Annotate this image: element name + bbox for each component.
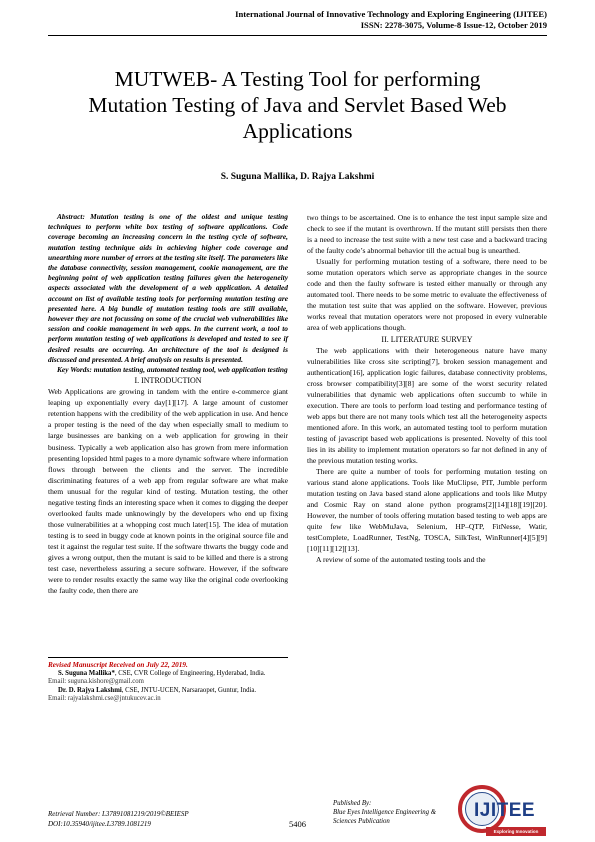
publisher-info: [333, 800, 436, 826]
intro-paragraph: Usually for performing mutation testing of a software, there need to be some mutation operators which serve as appropriate changes in the source code and then the faulty software is tested either manually or through any automated tool. There needs to be some metric to evaluate the effectiveness of the mutation test suite that was applied on the software. However, previous works reveal that mutation operators were not proposed in every vulnerable area of web applications though.: [307, 257, 547, 333]
page-number: 5406: [289, 819, 306, 829]
title-line: Applications: [242, 119, 353, 143]
retrieval-info: [48, 810, 189, 829]
author1-email: Email: suguna.kishore@gmail.com: [48, 678, 144, 685]
doi: DOI:10.35940/ijitee.L3789.1081219: [48, 819, 151, 828]
logo-subtext: Exploring Innovation: [486, 827, 546, 836]
published-by: Published By:: [333, 800, 372, 807]
abstract-text: Mutation testing is one of the oldest and unique testing techniques to perform white box testing of software applications. Code coverage becoming an increasing concern in the testing cycle of software, mutation testing technique aids in achieving higher code coverage and unearthing more number of errors at the testing site itself. The parameters like the database connectivity, session management, cookie management, are the beginning point of web application testing failures given the heterogeneity aspects associated with the development of a web application. A detailed account on list of available testing tools for performing mutation testing are presented here. A big bundle of mutation testing tools are still available, however they are not focussing on some of the crucial web vulnerabilities like session and cookie management in web apps. In the current work, a tool to perform mutation testing of web applications is developed and tested to see if desired results are occurring. An architecture of the tool is designed is discussed and presented. A brief analysis on results is presented.: [48, 212, 288, 364]
author1-affiliation: S. Suguna Mallika*, CSE, CVR College of Engineering, Hyderabad, India.: [58, 669, 266, 677]
ijitee-logo: [456, 785, 546, 837]
logo-text: IJITEE: [474, 800, 536, 821]
journal-issn: ISSN: 2278-3075, Volume-8 Issue-12, October 2019: [360, 20, 547, 30]
footnotes: [48, 661, 288, 704]
header-rule: [48, 35, 547, 36]
abstract: Abstract: Mutation testing is one of the oldest and unique testing techniques to perform white box testing of software applications. Code coverage becoming an increasing concern in the testing cycle of software, mutation testing technique aids in achieving higher code coverage and unearthing more number of errors at the testing site itself. The parameters like the database connectivity, session management, cookie management, are the beginning point of web application testing failures given the heterogeneity aspects associated with the development of a web application. A detailed account on list of available testing tools for performing mutation testing are presented here. A big bundle of mutation testing tools are still available, however they are not focussing on some of the crucial web vulnerabilities like session and cookie management in web apps. In the current work, a tool to perform mutation testing of web applications is developed and tested to see if desired results are occurring. An architecture of the tool is designed is discussed and presented. A brief analysis on results is presented.: [48, 212, 288, 364]
title-line: Mutation Testing of Java and Servlet Based Web: [88, 93, 507, 117]
survey-paragraph: The web applications with their heterogeneous nature have many vulnerabilities like cross site scripting[7], broken session management and authentication[16], application logic failures, database connectivity problems, cross browser compatibility[3][8] are some of the worst security related vulnerabilities that dynamic web applications often succumb to while in execution. There are tools to perform load testing and performance testing of web apps but there are not many tools which test all the heterogeneity aspects mentioned afore. In this work, an automated testing tool to perform mutation testing of javascript based web applications is presented. Novelty of this tool lies in its ability to implement mutation operators so far not defined in any of the previous mutation testing works.: [307, 345, 547, 466]
intro-paragraph-continued: two things to be ascertained. One is to enhance the test input sample size and check to see if the mutant is overthrown. If the mutant still persists then there is a need to increase the test suite with a new test case and a backward tracing of the faulty code’s abnormal behavior till the actual bug is unearthed.: [307, 213, 547, 256]
footnote-rule: [48, 657, 288, 658]
section-heading-introduction: I. INTRODUCTION: [134, 376, 202, 386]
received-date: Revised Manuscript Received on July 22, 2019.: [48, 661, 188, 669]
abstract-label: Abstract: [57, 212, 83, 221]
keywords: [48, 365, 288, 375]
title-line: MUTWEB- A Testing Tool for performing: [114, 67, 481, 91]
survey-paragraph: There are quite a number of tools for performing mutation testing on various stand alone applications. Tools like MuClipse, PIT, Jumble perform mutation testing on Java based stand alone applications and tools like Mutpy and Cosmic Ray on stand alone python programs[2][14][18][19][20]. However, the number of tools offering mutation based testing to web apps are quite few like WebMuJava, Selenium, HP–QTP, FitNesse, Watir, testComplete, LoadRunner, TestNg, TOSCA, SilkTest, WinRunner[4][5][9][10][11][12][13].: [307, 467, 547, 554]
publisher-name-2: Sciences Publication: [333, 817, 390, 825]
intro-paragraph: Web Applications are growing in tandem with the entire e-commerce giant leaping up exponentially every day[1][17]. A large amount of customer retention happens with the credibility of the web application in use. And hence a proper testing is the need of the day when especially small to medium to large businesses are banking on a web application for growing in their business. Typically a web application also has grown from mere information presenting lopsided html pages to a more dynamic software where information flows through between the clients and the server. The incredible discriminating features of a web app from regular software are what make them unusual for the regular kind of testing. Mutation testing, the other negative testing finds an interesting space when it comes to digging the deeper overlooked faults made unknowingly by the developers who end up fixing those vulnerabilities at a whopping cost much later[15]. The idea of mutation testing is to seed in buggy code at known points in the original source file and test it against the regular test suite. If the software thwarts the buggy code and gives a wrong output, then the mutant is said to be killed and there is a strong test case, nevertheless assuring a secure software. However, if the software were to render results exactly the same way like the original code overlooking the faulty code, then there are: [48, 387, 288, 596]
authors: S. Suguna Mallika, D. Rajya Lakshmi: [220, 172, 375, 182]
journal-name: International Journal of Innovative Technology and Exploring Engineering (IJITEE): [235, 9, 547, 19]
keywords-label: Key Words:: [57, 365, 92, 375]
section-heading-literature-survey: II. LITERATURE SURVEY: [381, 334, 473, 344]
journal-header: [235, 9, 547, 31]
paper-title: [40, 66, 555, 144]
left-column: [48, 212, 288, 596]
retrieval-number: Retrieval Number: L37891081219/2019©BEIESP: [48, 810, 189, 818]
author2-affiliation: Dr. D. Rajya Lakshmi, CSE, JNTU-UCEN, Narsaraopet, Guntur, India.: [58, 686, 257, 694]
keywords-text: mutation testing, automated testing tool, web application testing: [93, 365, 288, 375]
right-column: [307, 212, 547, 566]
author2-email: Email: rajyalakshmi.cse@jntukucev.ac.in: [48, 695, 161, 702]
survey-paragraph: A review of some of the automated testing tools and the: [316, 555, 486, 565]
publisher-name: Blue Eyes Intelligence Engineering &: [333, 808, 437, 816]
